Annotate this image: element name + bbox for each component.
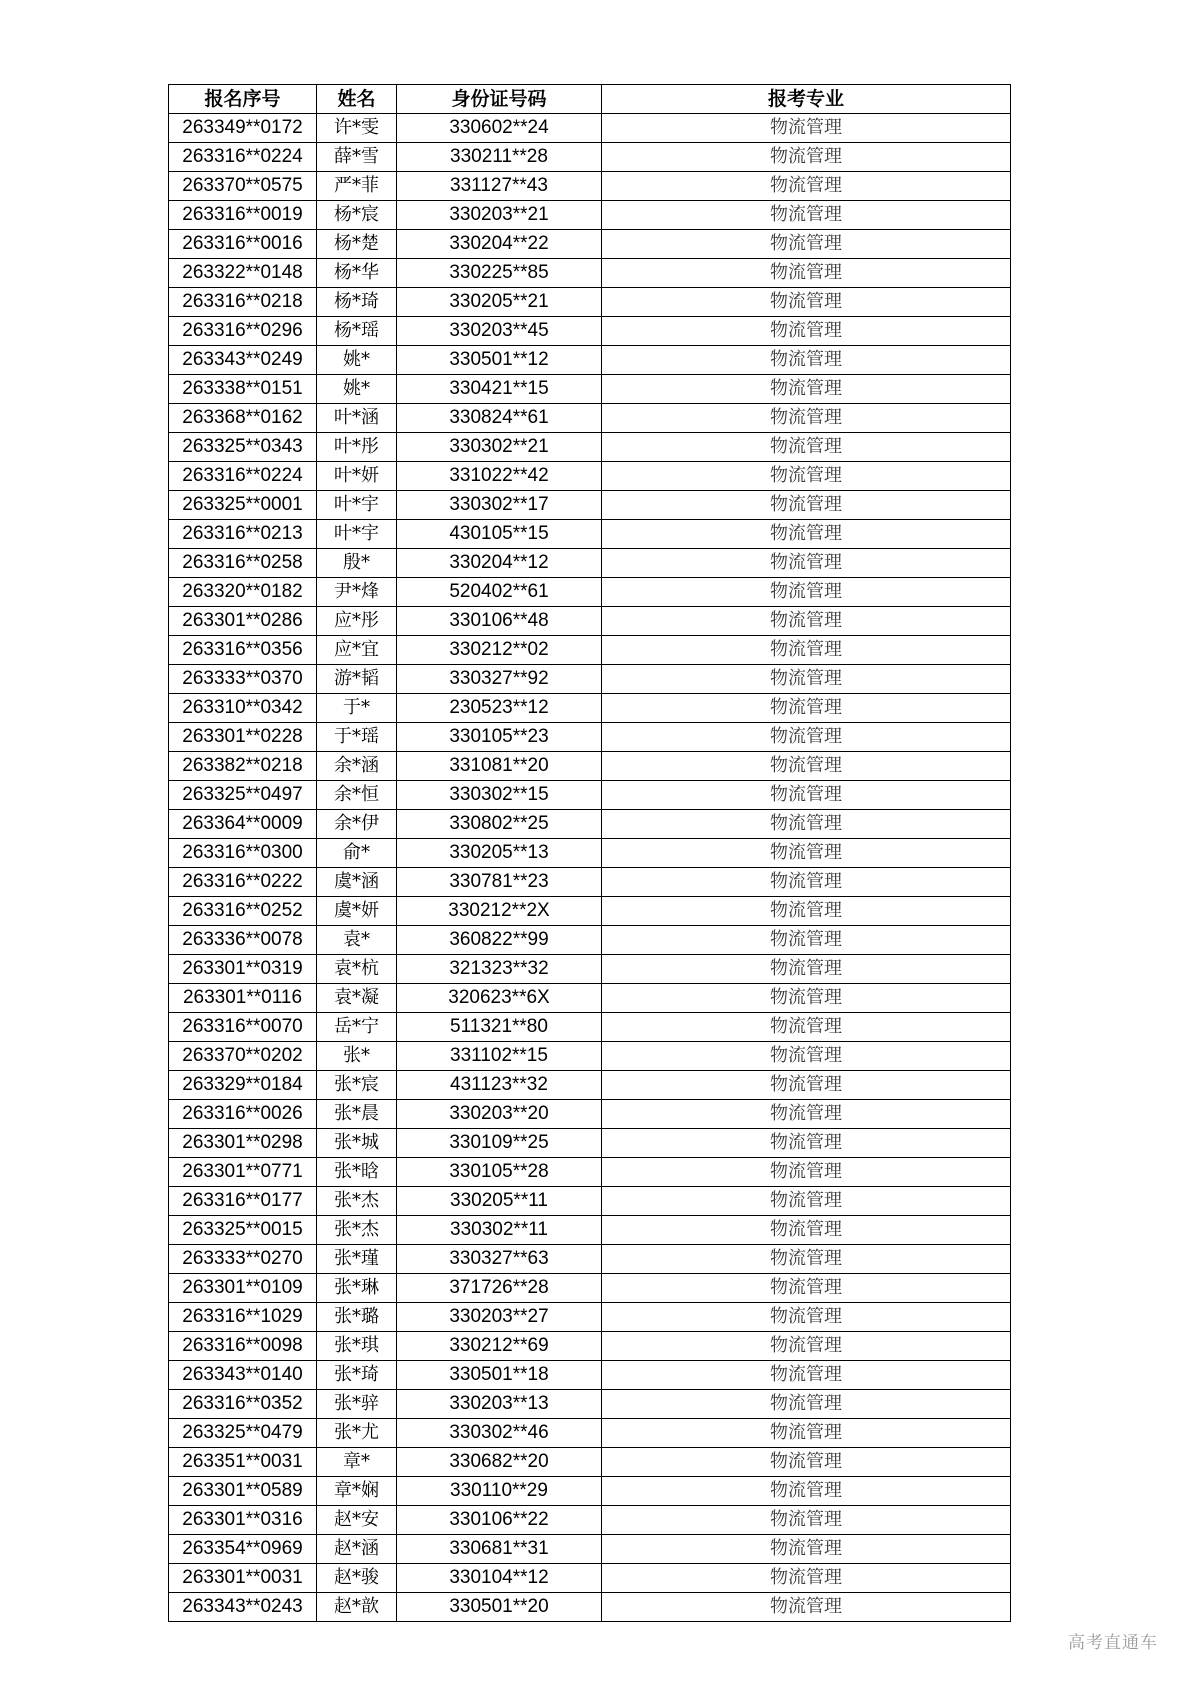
table-row bbox=[169, 1042, 1011, 1071]
cell-id-number: 330602**24 bbox=[397, 114, 602, 143]
table-row bbox=[169, 984, 1011, 1013]
cell-name: 姚* bbox=[317, 346, 397, 375]
cell-registration-number: 263316**1029 bbox=[169, 1303, 317, 1332]
cell-name: 杨*琦 bbox=[317, 288, 397, 317]
cell-major: 物流管理 bbox=[602, 201, 1011, 230]
cell-id-number: 330203**21 bbox=[397, 201, 602, 230]
table-row bbox=[169, 781, 1011, 810]
cell-name: 张*琳 bbox=[317, 1274, 397, 1303]
cell-id-number: 330204**22 bbox=[397, 230, 602, 259]
cell-major: 物流管理 bbox=[602, 346, 1011, 375]
table-row bbox=[169, 1158, 1011, 1187]
cell-name: 杨*宸 bbox=[317, 201, 397, 230]
cell-id-number: 330203**27 bbox=[397, 1303, 602, 1332]
cell-id-number: 330302**46 bbox=[397, 1419, 602, 1448]
cell-id-number: 330421**15 bbox=[397, 375, 602, 404]
cell-major: 物流管理 bbox=[602, 1071, 1011, 1100]
cell-id-number: 330205**21 bbox=[397, 288, 602, 317]
cell-id-number: 321323**32 bbox=[397, 955, 602, 984]
cell-name: 赵*安 bbox=[317, 1506, 397, 1535]
cell-id-number: 331127**43 bbox=[397, 172, 602, 201]
cell-registration-number: 263316**0026 bbox=[169, 1100, 317, 1129]
cell-registration-number: 263333**0270 bbox=[169, 1245, 317, 1274]
cell-registration-number: 263316**0213 bbox=[169, 520, 317, 549]
watermark: 高考直通车 bbox=[1068, 1633, 1158, 1653]
cell-registration-number: 263351**0031 bbox=[169, 1448, 317, 1477]
cell-registration-number: 263316**0177 bbox=[169, 1187, 317, 1216]
table-row bbox=[169, 694, 1011, 723]
cell-major: 物流管理 bbox=[602, 1361, 1011, 1390]
cell-major: 物流管理 bbox=[602, 491, 1011, 520]
cell-name: 俞* bbox=[317, 839, 397, 868]
table-row bbox=[169, 810, 1011, 839]
table-row bbox=[169, 1100, 1011, 1129]
cell-id-number: 330781**23 bbox=[397, 868, 602, 897]
cell-name: 章*娴 bbox=[317, 1477, 397, 1506]
table-row bbox=[169, 259, 1011, 288]
cell-name: 杨*华 bbox=[317, 259, 397, 288]
cell-major: 物流管理 bbox=[602, 723, 1011, 752]
cell-major: 物流管理 bbox=[602, 1187, 1011, 1216]
cell-registration-number: 263316**0218 bbox=[169, 288, 317, 317]
cell-major: 物流管理 bbox=[602, 1448, 1011, 1477]
cell-registration-number: 263322**0148 bbox=[169, 259, 317, 288]
cell-major: 物流管理 bbox=[602, 1593, 1011, 1622]
cell-name: 薛*雪 bbox=[317, 143, 397, 172]
cell-registration-number: 263316**0224 bbox=[169, 462, 317, 491]
table-row bbox=[169, 1506, 1011, 1535]
cell-registration-number: 263301**0228 bbox=[169, 723, 317, 752]
cell-major: 物流管理 bbox=[602, 433, 1011, 462]
cell-name: 殷* bbox=[317, 549, 397, 578]
table-header bbox=[169, 85, 1011, 114]
cell-major: 物流管理 bbox=[602, 955, 1011, 984]
cell-registration-number: 263364**0009 bbox=[169, 810, 317, 839]
cell-id-number: 330212**2X bbox=[397, 897, 602, 926]
cell-name: 叶*宇 bbox=[317, 491, 397, 520]
cell-name: 姚* bbox=[317, 375, 397, 404]
cell-registration-number: 263329**0184 bbox=[169, 1071, 317, 1100]
cell-name: 张*杰 bbox=[317, 1187, 397, 1216]
cell-id-number: 330302**17 bbox=[397, 491, 602, 520]
cell-registration-number: 263301**0771 bbox=[169, 1158, 317, 1187]
cell-name: 张*晗 bbox=[317, 1158, 397, 1187]
cell-id-number: 430105**15 bbox=[397, 520, 602, 549]
cell-registration-number: 263354**0969 bbox=[169, 1535, 317, 1564]
cell-registration-number: 263316**0098 bbox=[169, 1332, 317, 1361]
cell-major: 物流管理 bbox=[602, 1100, 1011, 1129]
table-row bbox=[169, 1303, 1011, 1332]
cell-major: 物流管理 bbox=[602, 810, 1011, 839]
cell-major: 物流管理 bbox=[602, 143, 1011, 172]
cell-name: 叶*妍 bbox=[317, 462, 397, 491]
cell-name: 许*雯 bbox=[317, 114, 397, 143]
cell-registration-number: 263301**0589 bbox=[169, 1477, 317, 1506]
cell-id-number: 330106**22 bbox=[397, 1506, 602, 1535]
table-row bbox=[169, 1419, 1011, 1448]
cell-name: 余*涵 bbox=[317, 752, 397, 781]
cell-registration-number: 263316**0016 bbox=[169, 230, 317, 259]
table-row bbox=[169, 1274, 1011, 1303]
cell-registration-number: 263333**0370 bbox=[169, 665, 317, 694]
cell-registration-number: 263325**0479 bbox=[169, 1419, 317, 1448]
cell-major: 物流管理 bbox=[602, 288, 1011, 317]
cell-major: 物流管理 bbox=[602, 1042, 1011, 1071]
cell-name: 赵*涵 bbox=[317, 1535, 397, 1564]
cell-registration-number: 263316**0224 bbox=[169, 143, 317, 172]
cell-major: 物流管理 bbox=[602, 665, 1011, 694]
cell-registration-number: 263301**0286 bbox=[169, 607, 317, 636]
table-row bbox=[169, 955, 1011, 984]
cell-major: 物流管理 bbox=[602, 1477, 1011, 1506]
cell-name: 叶*涵 bbox=[317, 404, 397, 433]
cell-registration-number: 263301**0116 bbox=[169, 984, 317, 1013]
cell-major: 物流管理 bbox=[602, 1506, 1011, 1535]
cell-name: 赵*歆 bbox=[317, 1593, 397, 1622]
table-row bbox=[169, 752, 1011, 781]
cell-registration-number: 263301**0316 bbox=[169, 1506, 317, 1535]
cell-registration-number: 263316**0296 bbox=[169, 317, 317, 346]
table-row bbox=[169, 926, 1011, 955]
cell-registration-number: 263316**0252 bbox=[169, 897, 317, 926]
cell-registration-number: 263316**0070 bbox=[169, 1013, 317, 1042]
cell-name: 虞*妍 bbox=[317, 897, 397, 926]
table-row bbox=[169, 636, 1011, 665]
cell-registration-number: 263370**0575 bbox=[169, 172, 317, 201]
cell-id-number: 330681**31 bbox=[397, 1535, 602, 1564]
cell-registration-number: 263325**0497 bbox=[169, 781, 317, 810]
cell-id-number: 520402**61 bbox=[397, 578, 602, 607]
table-row bbox=[169, 433, 1011, 462]
table-row bbox=[169, 897, 1011, 926]
cell-name: 袁* bbox=[317, 926, 397, 955]
table-row bbox=[169, 520, 1011, 549]
cell-id-number: 230523**12 bbox=[397, 694, 602, 723]
table-row bbox=[169, 1593, 1011, 1622]
cell-major: 物流管理 bbox=[602, 1013, 1011, 1042]
cell-major: 物流管理 bbox=[602, 1216, 1011, 1245]
cell-major: 物流管理 bbox=[602, 607, 1011, 636]
cell-registration-number: 263316**0258 bbox=[169, 549, 317, 578]
cell-name: 尹*烽 bbox=[317, 578, 397, 607]
cell-registration-number: 263310**0342 bbox=[169, 694, 317, 723]
cell-registration-number: 263349**0172 bbox=[169, 114, 317, 143]
cell-major: 物流管理 bbox=[602, 172, 1011, 201]
cell-name: 叶*彤 bbox=[317, 433, 397, 462]
cell-major: 物流管理 bbox=[602, 1274, 1011, 1303]
cell-id-number: 330501**18 bbox=[397, 1361, 602, 1390]
cell-major: 物流管理 bbox=[602, 520, 1011, 549]
table-row bbox=[169, 1187, 1011, 1216]
table-row bbox=[169, 1332, 1011, 1361]
cell-name: 张*杰 bbox=[317, 1216, 397, 1245]
cell-id-number: 330109**25 bbox=[397, 1129, 602, 1158]
cell-id-number: 330204**12 bbox=[397, 549, 602, 578]
table-row bbox=[169, 1013, 1011, 1042]
cell-id-number: 360822**99 bbox=[397, 926, 602, 955]
cell-major: 物流管理 bbox=[602, 549, 1011, 578]
cell-name: 应*宜 bbox=[317, 636, 397, 665]
cell-id-number: 330203**20 bbox=[397, 1100, 602, 1129]
cell-id-number: 330327**92 bbox=[397, 665, 602, 694]
cell-name: 袁*杭 bbox=[317, 955, 397, 984]
cell-major: 物流管理 bbox=[602, 1245, 1011, 1274]
cell-registration-number: 263316**0352 bbox=[169, 1390, 317, 1419]
cell-major: 物流管理 bbox=[602, 781, 1011, 810]
cell-id-number: 330211**28 bbox=[397, 143, 602, 172]
cell-id-number: 331102**15 bbox=[397, 1042, 602, 1071]
cell-major: 物流管理 bbox=[602, 1129, 1011, 1158]
cell-registration-number: 263338**0151 bbox=[169, 375, 317, 404]
cell-registration-number: 263320**0182 bbox=[169, 578, 317, 607]
cell-registration-number: 263301**0031 bbox=[169, 1564, 317, 1593]
table-row bbox=[169, 1216, 1011, 1245]
cell-id-number: 330104**12 bbox=[397, 1564, 602, 1593]
table-row bbox=[169, 1071, 1011, 1100]
cell-name: 张*尤 bbox=[317, 1419, 397, 1448]
cell-id-number: 330205**13 bbox=[397, 839, 602, 868]
cell-major: 物流管理 bbox=[602, 375, 1011, 404]
cell-id-number: 330205**11 bbox=[397, 1187, 602, 1216]
cell-id-number: 330501**12 bbox=[397, 346, 602, 375]
cell-major: 物流管理 bbox=[602, 839, 1011, 868]
table-row bbox=[169, 201, 1011, 230]
cell-registration-number: 263301**0319 bbox=[169, 955, 317, 984]
cell-id-number: 330110**29 bbox=[397, 1477, 602, 1506]
cell-name: 杨*瑶 bbox=[317, 317, 397, 346]
table-row bbox=[169, 462, 1011, 491]
cell-registration-number: 263301**0298 bbox=[169, 1129, 317, 1158]
cell-id-number: 330105**23 bbox=[397, 723, 602, 752]
cell-id-number: 330327**63 bbox=[397, 1245, 602, 1274]
cell-id-number: 330682**20 bbox=[397, 1448, 602, 1477]
cell-major: 物流管理 bbox=[602, 636, 1011, 665]
table-row bbox=[169, 346, 1011, 375]
cell-id-number: 330203**45 bbox=[397, 317, 602, 346]
table-row bbox=[169, 172, 1011, 201]
cell-name: 张*琦 bbox=[317, 1361, 397, 1390]
cell-name: 游*韬 bbox=[317, 665, 397, 694]
cell-major: 物流管理 bbox=[602, 984, 1011, 1013]
table-row bbox=[169, 1129, 1011, 1158]
cell-name: 张*璐 bbox=[317, 1303, 397, 1332]
cell-registration-number: 263325**0001 bbox=[169, 491, 317, 520]
cell-registration-number: 263301**0109 bbox=[169, 1274, 317, 1303]
cell-major: 物流管理 bbox=[602, 404, 1011, 433]
cell-id-number: 330824**61 bbox=[397, 404, 602, 433]
cell-name: 虞*涵 bbox=[317, 868, 397, 897]
cell-registration-number: 263343**0249 bbox=[169, 346, 317, 375]
cell-name: 余*恒 bbox=[317, 781, 397, 810]
cell-name: 张*城 bbox=[317, 1129, 397, 1158]
cell-name: 杨*楚 bbox=[317, 230, 397, 259]
cell-name: 叶*宇 bbox=[317, 520, 397, 549]
cell-registration-number: 263343**0243 bbox=[169, 1593, 317, 1622]
cell-id-number: 431123**32 bbox=[397, 1071, 602, 1100]
cell-registration-number: 263316**0300 bbox=[169, 839, 317, 868]
column-header-registration-number: 报名序号 bbox=[169, 85, 317, 114]
table-row bbox=[169, 578, 1011, 607]
table-row bbox=[169, 868, 1011, 897]
cell-major: 物流管理 bbox=[602, 926, 1011, 955]
cell-major: 物流管理 bbox=[602, 462, 1011, 491]
cell-major: 物流管理 bbox=[602, 1158, 1011, 1187]
cell-major: 物流管理 bbox=[602, 897, 1011, 926]
cell-id-number: 330212**69 bbox=[397, 1332, 602, 1361]
table-row bbox=[169, 1535, 1011, 1564]
cell-name: 袁*凝 bbox=[317, 984, 397, 1013]
table-row bbox=[169, 375, 1011, 404]
cell-id-number: 331081**20 bbox=[397, 752, 602, 781]
cell-id-number: 330302**11 bbox=[397, 1216, 602, 1245]
cell-major: 物流管理 bbox=[602, 230, 1011, 259]
table-row bbox=[169, 1361, 1011, 1390]
cell-registration-number: 263316**0019 bbox=[169, 201, 317, 230]
cell-id-number: 330802**25 bbox=[397, 810, 602, 839]
cell-registration-number: 263325**0015 bbox=[169, 1216, 317, 1245]
table-header-row bbox=[169, 85, 1011, 114]
cell-name: 余*伊 bbox=[317, 810, 397, 839]
cell-major: 物流管理 bbox=[602, 868, 1011, 897]
cell-id-number: 330105**28 bbox=[397, 1158, 602, 1187]
cell-name: 赵*骏 bbox=[317, 1564, 397, 1593]
table-row bbox=[169, 317, 1011, 346]
table-row bbox=[169, 1245, 1011, 1274]
cell-major: 物流管理 bbox=[602, 1419, 1011, 1448]
table-row bbox=[169, 665, 1011, 694]
table-row bbox=[169, 1448, 1011, 1477]
cell-registration-number: 263316**0356 bbox=[169, 636, 317, 665]
cell-id-number: 330302**15 bbox=[397, 781, 602, 810]
cell-registration-number: 263368**0162 bbox=[169, 404, 317, 433]
cell-name: 张*瑾 bbox=[317, 1245, 397, 1274]
cell-name: 应*彤 bbox=[317, 607, 397, 636]
cell-major: 物流管理 bbox=[602, 317, 1011, 346]
applicant-roster-table bbox=[168, 84, 1011, 1622]
table-row bbox=[169, 549, 1011, 578]
cell-id-number: 330302**21 bbox=[397, 433, 602, 462]
table-body bbox=[169, 114, 1011, 1622]
table-row bbox=[169, 288, 1011, 317]
table-row bbox=[169, 1390, 1011, 1419]
cell-registration-number: 263370**0202 bbox=[169, 1042, 317, 1071]
cell-id-number: 330106**48 bbox=[397, 607, 602, 636]
cell-major: 物流管理 bbox=[602, 1535, 1011, 1564]
cell-registration-number: 263382**0218 bbox=[169, 752, 317, 781]
cell-major: 物流管理 bbox=[602, 114, 1011, 143]
cell-name: 于* bbox=[317, 694, 397, 723]
cell-major: 物流管理 bbox=[602, 1390, 1011, 1419]
table-row bbox=[169, 1477, 1011, 1506]
cell-major: 物流管理 bbox=[602, 578, 1011, 607]
cell-major: 物流管理 bbox=[602, 694, 1011, 723]
cell-name: 张*骍 bbox=[317, 1390, 397, 1419]
cell-name: 章* bbox=[317, 1448, 397, 1477]
table-row bbox=[169, 839, 1011, 868]
cell-major: 物流管理 bbox=[602, 1564, 1011, 1593]
cell-id-number: 330225**85 bbox=[397, 259, 602, 288]
cell-major: 物流管理 bbox=[602, 752, 1011, 781]
cell-registration-number: 263336**0078 bbox=[169, 926, 317, 955]
table-row bbox=[169, 491, 1011, 520]
table-row bbox=[169, 607, 1011, 636]
table-row bbox=[169, 723, 1011, 752]
column-header-major: 报考专业 bbox=[602, 85, 1011, 114]
column-header-name: 姓名 bbox=[317, 85, 397, 114]
cell-id-number: 371726**28 bbox=[397, 1274, 602, 1303]
table-row bbox=[169, 143, 1011, 172]
cell-id-number: 331022**42 bbox=[397, 462, 602, 491]
table-row bbox=[169, 230, 1011, 259]
cell-registration-number: 263316**0222 bbox=[169, 868, 317, 897]
cell-id-number: 330501**20 bbox=[397, 1593, 602, 1622]
cell-id-number: 330212**02 bbox=[397, 636, 602, 665]
table-row bbox=[169, 114, 1011, 143]
cell-id-number: 511321**80 bbox=[397, 1013, 602, 1042]
cell-name: 严*菲 bbox=[317, 172, 397, 201]
cell-name: 张*琪 bbox=[317, 1332, 397, 1361]
cell-name: 张* bbox=[317, 1042, 397, 1071]
column-header-id-number: 身份证号码 bbox=[397, 85, 602, 114]
cell-name: 岳*宁 bbox=[317, 1013, 397, 1042]
cell-id-number: 320623**6X bbox=[397, 984, 602, 1013]
cell-id-number: 330203**13 bbox=[397, 1390, 602, 1419]
cell-major: 物流管理 bbox=[602, 1303, 1011, 1332]
table-row bbox=[169, 404, 1011, 433]
cell-registration-number: 263343**0140 bbox=[169, 1361, 317, 1390]
cell-name: 张*晨 bbox=[317, 1100, 397, 1129]
cell-major: 物流管理 bbox=[602, 1332, 1011, 1361]
cell-name: 于*瑶 bbox=[317, 723, 397, 752]
cell-registration-number: 263325**0343 bbox=[169, 433, 317, 462]
table-row bbox=[169, 1564, 1011, 1593]
cell-name: 张*宸 bbox=[317, 1071, 397, 1100]
cell-major: 物流管理 bbox=[602, 259, 1011, 288]
